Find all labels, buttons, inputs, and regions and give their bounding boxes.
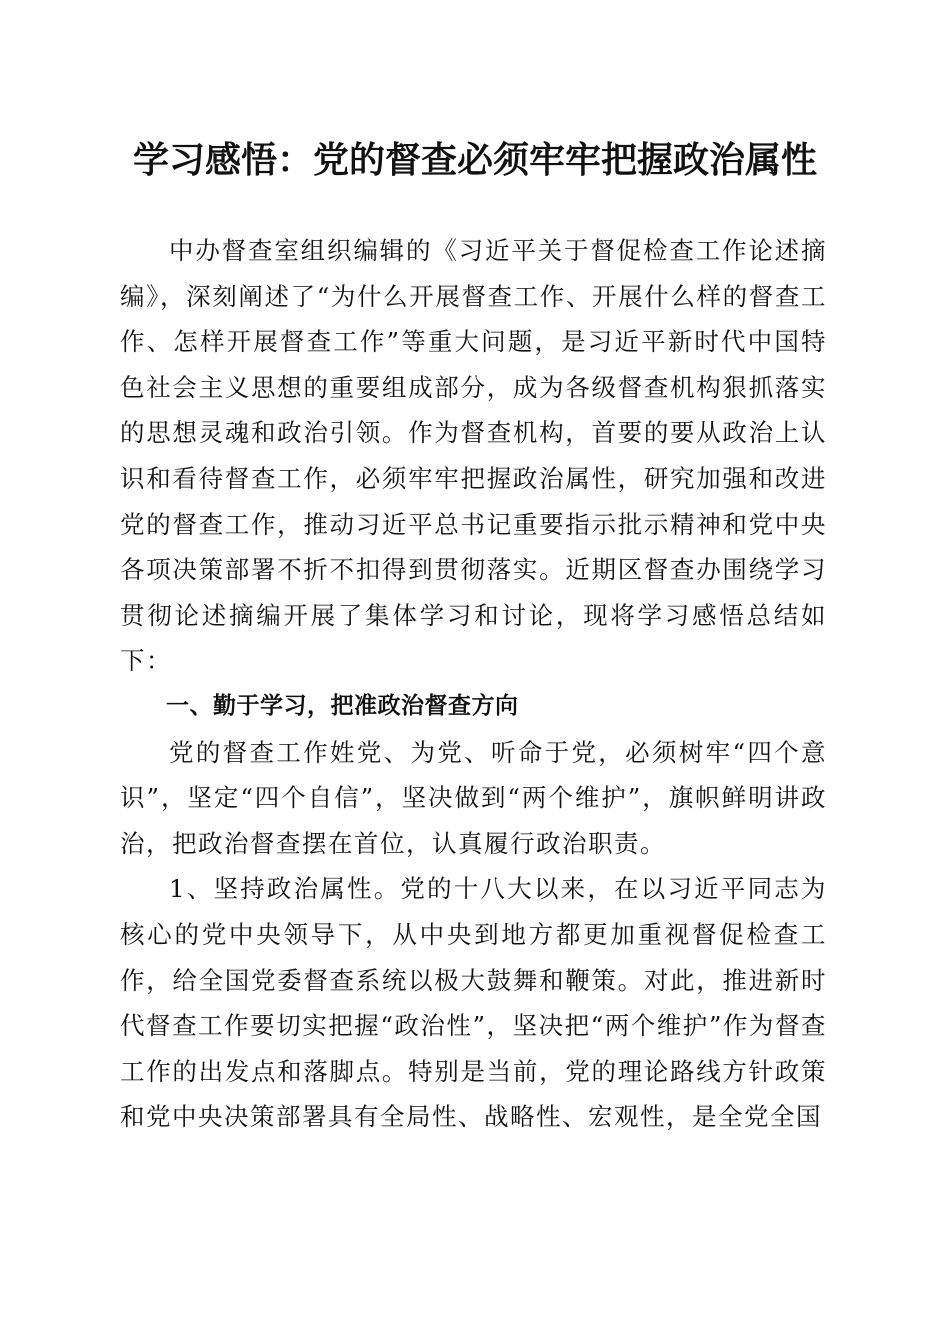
point-paragraph: 1、坚持政治属性。党的十八大以来，在以习近平同志为核心的党中央领导下，从中央到地方都更加重视督促检查工作，给全国党委督查系统以极大鼓舞和鞭策。对此，推进新时代督查工作要切实把握“政治性”，坚决把“两个维护”作为督查工作的出发点和落脚点。特别是当前，党的理论路线方针政策和党中央决策部署具有全局性、战略性、宏观性，是全党全国 <box>120 874 827 1132</box>
document-title: 学习感悟：党的督查必须牢牢把握政治属性 <box>132 139 817 181</box>
section-paragraph: 党的督查工作姓党、为党、听命于党，必须树牢“四个意识”，坚定“四个自信”，坚决做到“两个维护”，旗帜鲜明讲政治，把政治督查摆在首位，认真履行政治职责。 <box>120 737 827 858</box>
document-body <box>120 228 827 1140</box>
section-heading: 一、勤于学习，把准政治督查方向 <box>166 692 519 719</box>
intro-paragraph: 中办督查室组织编辑的《习近平关于督促检查工作论述摘编》，深刻阐述了“为什么开展督查工作、开展什么样的督查工作、怎样开展督查工作”等重大问题，是习近平新时代中国特色社会主义思想的重要组成部分，成为各级督查机构狠抓落实的思想灵魂和政治引领。作为督查机构，首要的要从政治上认识和看待督查工作，必须牢牢把握政治属性，研究加强和改进党的督查工作，推动习近平总书记重要指示批示精神和党中央各项决策部署不折不扣得到贯彻落实。近期区督查办围绕学习贯彻论述摘编开展了集体学习和讨论，现将学习感悟总结如下： <box>120 236 827 676</box>
